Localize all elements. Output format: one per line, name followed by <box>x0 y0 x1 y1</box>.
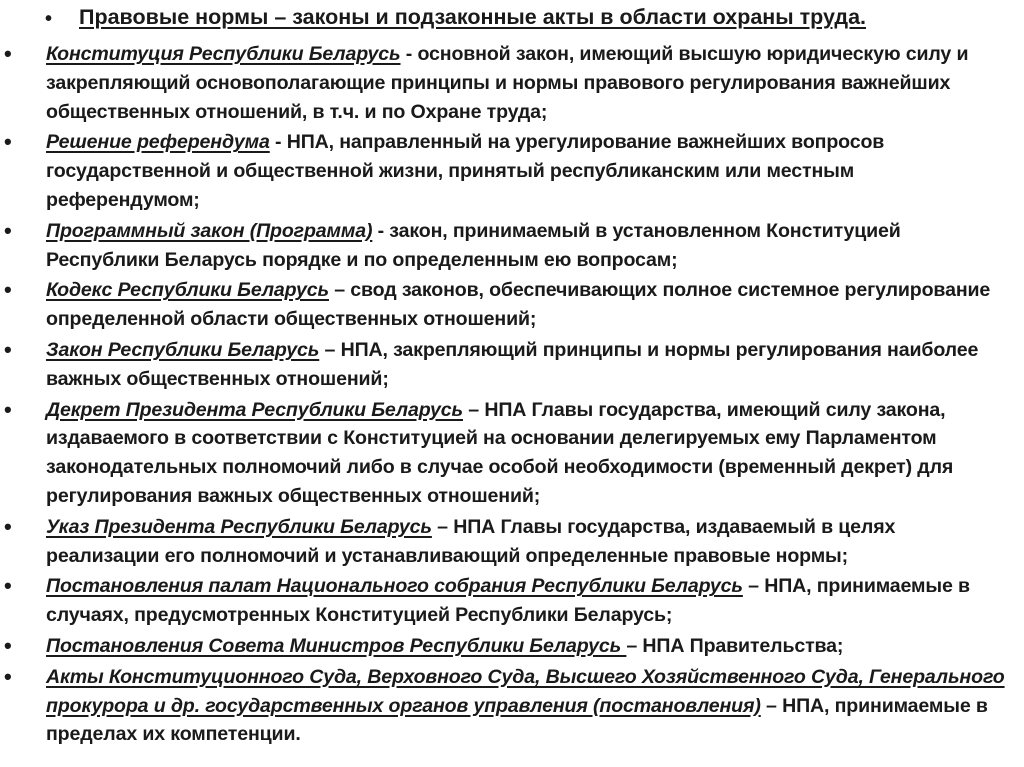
item-text: – НПА, принимаемые в случаях, предусмотренных Конституцией Республики Беларусь; <box>46 575 970 627</box>
bullet-icon: • <box>4 129 12 155</box>
list-item <box>0 632 1024 661</box>
item-term: Указ Президента Республики Беларусь <box>46 515 432 538</box>
item-term: Постановления Совета Министров Республики Беларусь <box>46 634 627 657</box>
bullet-icon: • <box>4 663 12 689</box>
bullet-icon: • <box>4 277 12 303</box>
list-item <box>0 276 1024 334</box>
bullet-icon: • <box>4 632 12 658</box>
item-term: Программный закон (Программа) <box>46 219 373 242</box>
item-text: – НПА, принимаемые в пределах их компетенции. <box>46 694 988 746</box>
bullet-icon: • <box>4 217 12 243</box>
legal-acts-list <box>0 40 1024 749</box>
item-text: – НПА Правительства; <box>626 634 844 657</box>
list-item <box>0 572 1024 630</box>
bullet-icon: • <box>4 573 12 599</box>
item-text: – НПА, закрепляющий принципы и нормы регулирования наиболее важных общественных отношений; <box>46 338 979 390</box>
bullet-icon: • <box>4 41 12 66</box>
bullet-icon: • <box>4 396 12 422</box>
item-term: Решение референдума <box>46 131 270 154</box>
bullet-icon: • <box>4 513 12 539</box>
list-item <box>0 217 1024 275</box>
item-term: Акты Конституционного Суда, Верховного Суда, Высшего Хозяйственного Суда, Генерального прокурора и др. государственных органов управления (постановления) <box>46 665 1005 717</box>
page-title: Правовые нормы – законы и подзаконные акты в области охраны труда. <box>79 5 867 29</box>
item-text: – НПА Главы государства, имеющий силу закона, издаваемого в соответствии с Конституцией на основании делегируемых ему Парламентом законодательных полномочий либо в случае особой необходимости (временный декрет) для регулирования важных общественных отношений; <box>46 398 954 507</box>
list-item <box>0 663 1024 749</box>
title-bullet-icon: • <box>45 8 53 30</box>
slide-title <box>0 5 1024 39</box>
item-text: – НПА Главы государства, издаваемый в целях реализации его полномочий и устанавливающий определенные правовые нормы; <box>46 515 896 567</box>
list-item <box>0 513 1024 571</box>
list-item <box>0 40 1024 126</box>
list-item <box>0 128 1024 214</box>
item-term: Конституция Республики Беларусь <box>46 43 401 65</box>
item-term: Декрет Президента Республики Беларусь <box>46 398 463 421</box>
item-text: - основной закон, имеющий высшую юридическую силу и закрепляющий основополагающие принципы и нормы правового регулирования важнейших общественных отношений, в т.ч. и по Охране труда; <box>46 43 969 123</box>
item-term: Закон Республики Беларусь <box>46 338 320 361</box>
item-term: Кодекс Республики Беларусь <box>46 279 329 302</box>
bullet-icon: • <box>4 336 12 362</box>
item-text: - НПА, направленный на урегулирование важнейших вопросов государственной и общественной жизни, принятый республиканским или местным референдумом; <box>46 131 885 211</box>
item-text: – свод законов, обеспечивающих полное системное регулирование определенной области общественных отношений; <box>46 279 991 331</box>
item-text: - закон, принимаемый в установленном Конституцией Республики Беларусь порядке и по определенным ею вопросам; <box>46 219 901 271</box>
item-term: Постановления палат Национального собрания Республики Беларусь <box>46 575 743 598</box>
list-item <box>0 336 1024 394</box>
list-item <box>0 396 1024 511</box>
